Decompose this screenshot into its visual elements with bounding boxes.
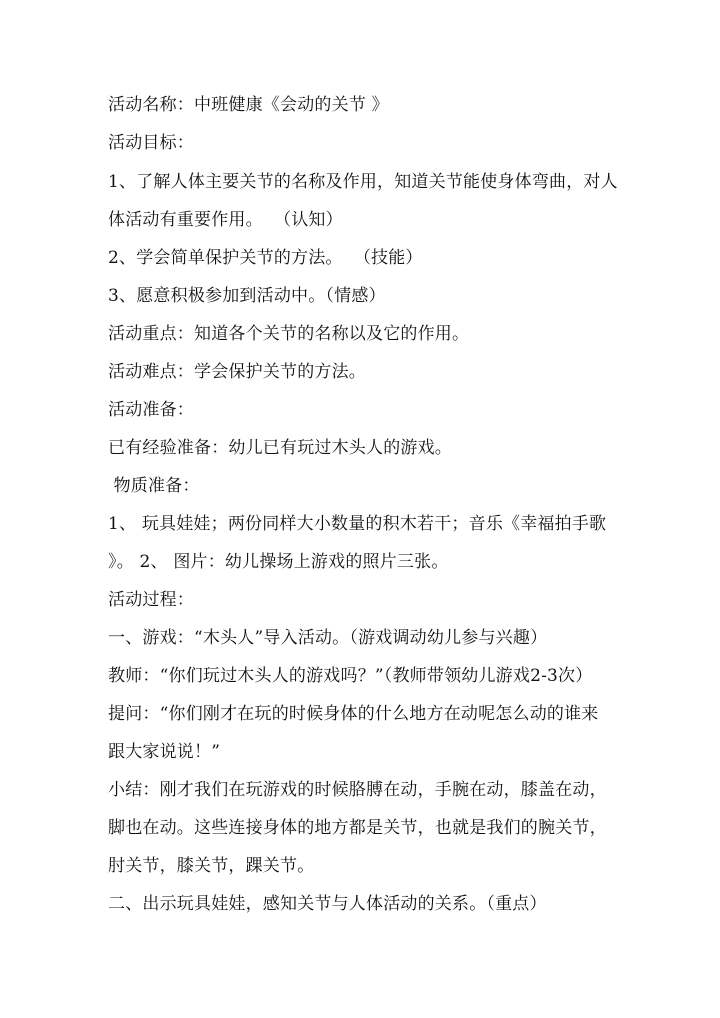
difficulty-line: 活动难点：学会保护关节的方法。 — [108, 362, 366, 382]
objective-1-line-a: 1、了解人体主要关节的名称及作用，知道关节能使身体弯曲，对人 — [108, 172, 618, 192]
material-prep-heading: 物质准备： — [108, 476, 200, 496]
key-point-line: 活动重点：知道各个关节的名称以及它的作用。 — [108, 324, 470, 344]
material-item-1-line-b: 》。 2、 图片：幼儿操场上游戏的照片三张。 — [108, 552, 449, 572]
activity-name-line: 活动名称：中班健康《会动的关节 》 — [108, 95, 389, 115]
process-heading: 活动过程： — [108, 590, 194, 610]
summary-line-a: 小结：刚才我们在玩游戏的时候胳膊在动，手腕在动，膝盖在动， — [108, 780, 607, 800]
question-line-a: 提问：“你们刚才在玩的时候身体的什么地方在动呢怎么动的谁来 — [108, 704, 599, 724]
teacher-line: 教师：“你们玩过木头人的游戏吗？”（教师带领幼儿游戏2-3次） — [108, 666, 593, 686]
step-1-heading: 一、游戏：“木头人”导入活动。（游戏调动幼儿参与兴趣） — [108, 628, 548, 648]
summary-line-c: 肘关节，膝关节，踝关节。 — [108, 856, 315, 876]
objective-2-line: 2、学会简单保护关节的方法。 （技能） — [108, 248, 423, 268]
step-2-heading: 二、出示玩具娃娃，感知关节与人体活动的关系。（重点） — [108, 894, 547, 914]
summary-line-b: 脚也在动。这些连接身体的地方都是关节，也就是我们的腕关节， — [108, 818, 607, 838]
objectives-heading: 活动目标： — [108, 133, 194, 153]
material-item-1-line-a: 1、 玩具娃娃；两份同样大小数量的积木若干；音乐《幸福拍手歌 — [108, 514, 607, 534]
objective-1-line-b: 体活动有重要作用。 （认知） — [108, 210, 343, 230]
experience-prep-line: 已有经验准备：幼儿已有玩过木头人的游戏。 — [108, 438, 452, 458]
preparation-heading: 活动准备： — [108, 400, 194, 420]
question-line-b: 跟大家说说！” — [108, 742, 221, 762]
objective-3-line: 3、愿意积极参加到活动中。（情感） — [108, 286, 386, 306]
